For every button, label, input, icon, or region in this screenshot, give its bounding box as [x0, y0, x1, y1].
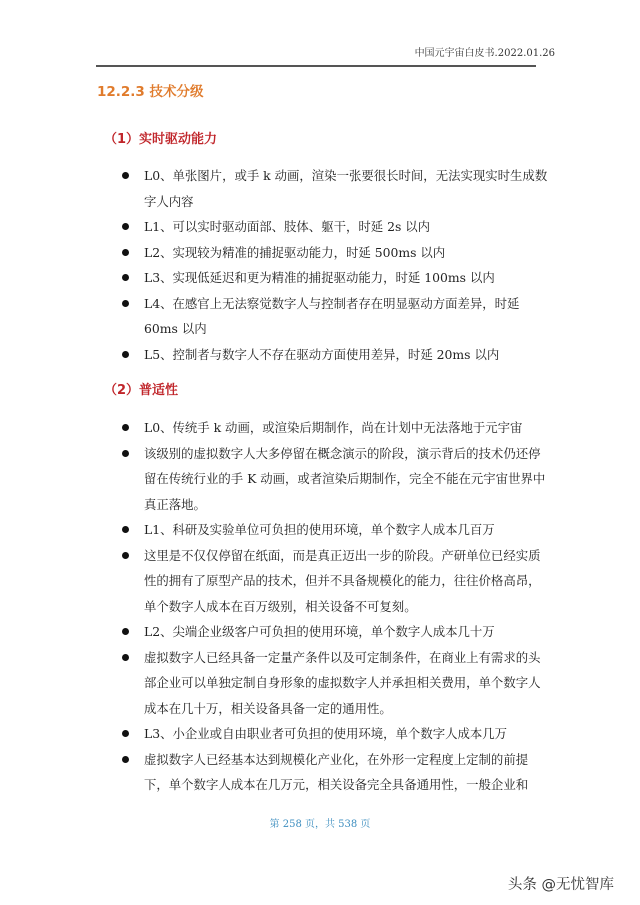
document-header-title: 中国元宇宙白皮书.2022.01.26	[414, 48, 555, 59]
bullet-icon	[122, 628, 129, 635]
bullet-icon	[122, 172, 129, 179]
section-title: 12.2.3 技术分级	[97, 84, 204, 100]
list-item: 这里是不仅仅停留在纸面，而是真正迈出一步的阶段。产研单位已经实质性的拥有了原型产品的技术，但并不具备规模化的能力，往往价格高昂，单个数字人成本在百万级别，相关设备不可复刻。	[122, 543, 552, 620]
bullet-icon	[122, 552, 129, 559]
bullet-icon	[122, 249, 129, 256]
bullet-icon	[122, 526, 129, 533]
list-item: L1、科研及实验单位可负担的使用环境，单个数字人成本几百万	[122, 517, 552, 543]
list-item: L3、小企业或自由职业者可负担的使用环境，单个数字人成本几万	[122, 721, 552, 747]
universality-levels-list	[122, 415, 552, 798]
bullet-icon	[122, 756, 129, 763]
list-item: L3、实现低延迟和更为精准的捕捉驱动能力，时延 100ms 以内	[122, 265, 552, 291]
list-item: L5、控制者与数字人不存在驱动方面使用差异，时延 20ms 以内	[122, 342, 552, 368]
bullet-icon	[122, 351, 129, 358]
list-item: L0、传统手 k 动画，或渲染后期制作，尚在计划中无法落地于元宇宙	[122, 415, 552, 441]
page-number: 第 258 页，共 538 页	[269, 819, 371, 830]
bullet-icon	[122, 300, 129, 307]
list-item: L4、在感官上无法察觉数字人与控制者存在明显驱动方面差异，时延 60ms 以内	[122, 291, 552, 342]
header-divider	[96, 65, 536, 67]
bullet-icon	[122, 730, 129, 737]
list-item: 该级别的虚拟数字人大多停留在概念演示的阶段，演示背后的技术仍还停留在传统行业的手 K 动画，或者渲染后期制作，完全不能在元宇宙世界中真正落地。	[122, 441, 552, 518]
list-item: L2、尖端企业级客户可负担的使用环境，单个数字人成本几十万	[122, 619, 552, 645]
bullet-icon	[122, 450, 129, 457]
bullet-icon	[122, 274, 129, 281]
list-item: 虚拟数字人已经基本达到规模化产业化，在外形一定程度上定制的前提下，单个数字人成本在几万元，相关设备完全具备通用性，一般企业和	[122, 747, 552, 798]
list-item: L1、可以实时驱动面部、肢体、躯干，时延 2s 以内	[122, 214, 552, 240]
bullet-icon	[122, 223, 129, 230]
list-item: L0、单张图片，或手 k 动画，渲染一张要很长时间，无法实现实时生成数字人内容	[122, 163, 552, 214]
bullet-icon	[122, 654, 129, 661]
subsection-title-realtime: （1）实时驱动能力	[104, 132, 218, 147]
realtime-levels-list	[122, 163, 552, 367]
list-item: L2、实现较为精准的捕捉驱动能力，时延 500ms 以内	[122, 240, 552, 266]
watermark: 头条 @无忧智库	[507, 877, 614, 893]
list-item: 虚拟数字人已经具备一定量产条件以及可定制条件，在商业上有需求的头部企业可以单独定制自身形象的虚拟数字人并承担相关费用，单个数字人成本在几十万，相关设备具备一定的通用性。	[122, 645, 552, 722]
subsection-title-universality: （2）普适性	[104, 383, 179, 398]
bullet-icon	[122, 424, 129, 431]
